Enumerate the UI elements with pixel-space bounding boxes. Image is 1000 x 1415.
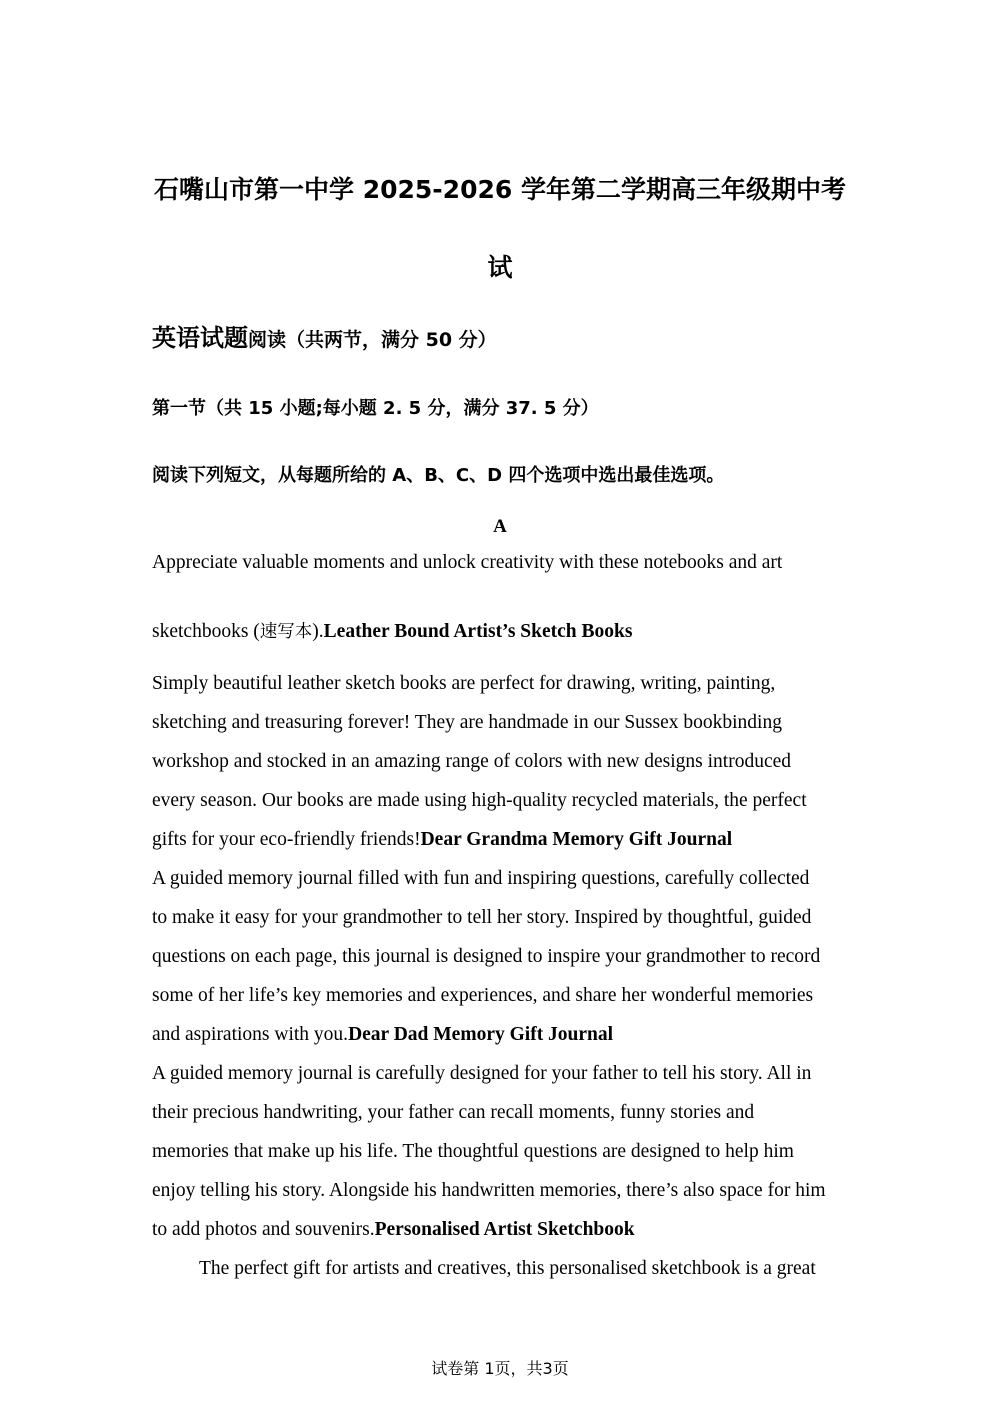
item-heading-1: Leather Bound Artist’s Sketch Books xyxy=(323,621,633,642)
p2-line-4: some of her life’s key memories and experiences, and share her wonderful memories xyxy=(152,985,814,1006)
p1-line-2: sketching and treasuring forever! They are handmade in our Sussex bookbinding xyxy=(152,712,782,733)
subject-heading xyxy=(152,318,497,353)
item-heading-2: Dear Grandma Memory Gift Journal xyxy=(420,829,733,850)
p2-line-3: questions on each page, this journal is designed to inspire your grandmother to record xyxy=(152,946,821,967)
exam-title-line2: 试 xyxy=(487,253,513,282)
intro-cjk-gloss: 速写本 xyxy=(259,622,313,642)
p2-line-5 xyxy=(152,1024,613,1046)
p3-line-3: memories that make up his life. The thoughtful questions are designed to help him xyxy=(152,1141,794,1162)
p2-line-1: A guided memory journal filled with fun and inspiring questions, carefully collected xyxy=(152,868,810,889)
p2-line-2: to make it easy for your grandmother to tell her story. Inspired by thoughtful, guided xyxy=(152,907,812,928)
passage-intro-line-2 xyxy=(152,618,632,643)
item-heading-3: Dear Dad Memory Gift Journal xyxy=(348,1024,614,1045)
p3-line-5-text: to add photos and souvenirs. xyxy=(152,1219,375,1240)
p4-line-1: The perfect gift for artists and creatives, this personalised sketchbook is a great xyxy=(199,1258,816,1279)
item-heading-4: Personalised Artist Sketchbook xyxy=(374,1219,635,1240)
instruction-text: 阅读下列短文，从每题所给的 A、B、C、D 四个选项中选出最佳选项。 xyxy=(152,465,725,486)
p3-line-1: A guided memory journal is carefully designed for your father to tell his story. All in xyxy=(152,1063,812,1084)
p1-line-3: workshop and stocked in an amazing range of colors with new designs introduced xyxy=(152,751,792,772)
intro-close: ). xyxy=(312,621,324,642)
p3-line-4: enjoy telling his story. Alongside his handwritten memories, there’s also space for him xyxy=(152,1180,826,1201)
section-heading: 第一节（共 15 小题;每小题 2. 5 分，满分 37. 5 分） xyxy=(152,398,599,419)
p3-line-5 xyxy=(152,1219,635,1241)
p2-line-5-text: and aspirations with you. xyxy=(152,1024,349,1045)
subject-part: 阅读（共两节，满分 50 分） xyxy=(248,329,497,351)
page-footer: 试卷第 1页，共3页 xyxy=(431,1359,569,1378)
p1-line-5-text: gifts for your eco-friendly friends! xyxy=(152,829,421,850)
passage-intro-line-1: Appreciate valuable moments and unlock creativity with these notebooks and art xyxy=(152,552,783,573)
exam-title-line1: 石嘴山市第一中学 2025-2026 学年第二学期高三年级期中考 xyxy=(154,175,846,204)
p1-line-4: every season. Our books are made using high-quality recycled materials, the perfect xyxy=(152,790,807,811)
p1-line-1: Simply beautiful leather sketch books are perfect for drawing, writing, painting, xyxy=(152,673,776,694)
intro-text: sketchbooks ( xyxy=(152,621,260,642)
p3-line-2: their precious handwriting, your father can recall moments, funny stories and xyxy=(152,1102,755,1123)
p1-line-5 xyxy=(152,829,732,851)
passage-letter: A xyxy=(493,516,507,537)
subject-name: 英语试题 xyxy=(152,324,248,352)
